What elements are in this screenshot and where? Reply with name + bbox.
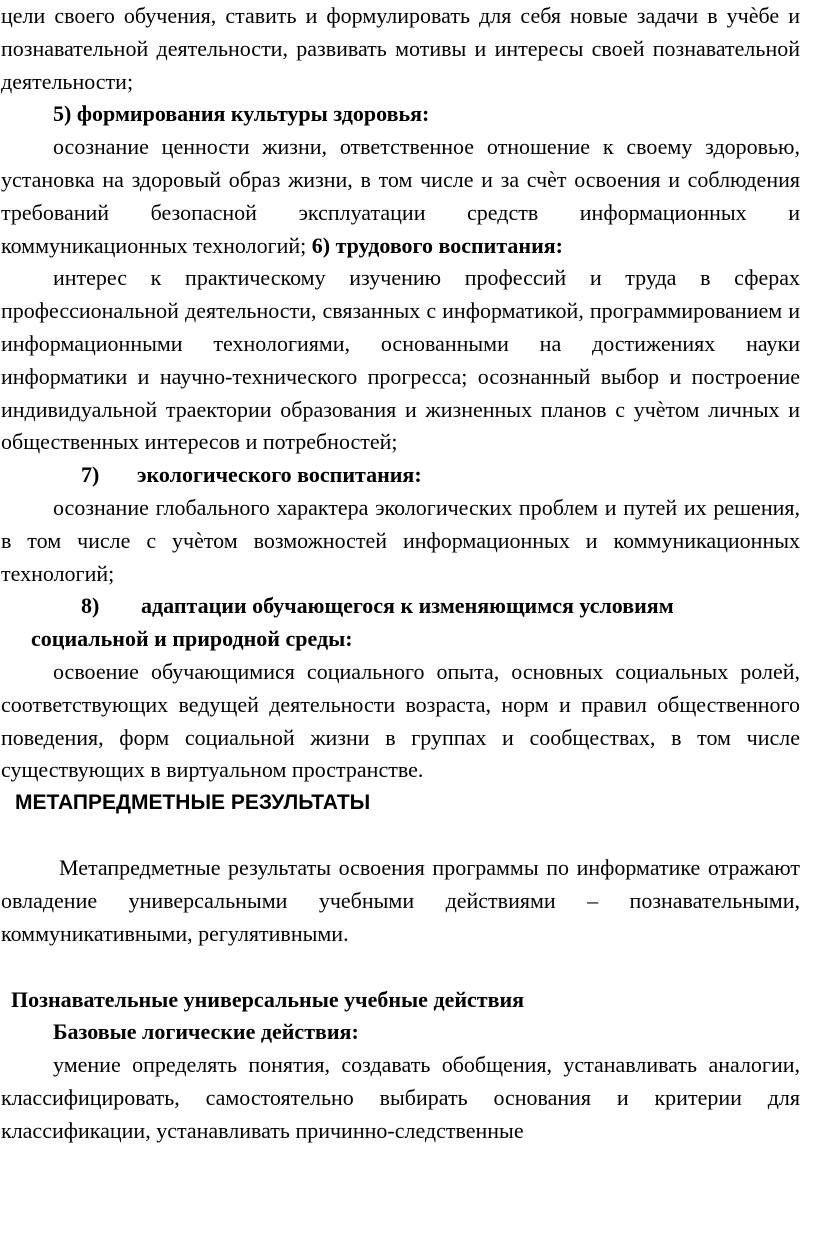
heading-ecology: [1, 459, 800, 492]
paragraph-health-text: осознание ценности жизни, ответственное отношение к своему здоровью, установка на здоровый образ жизни, в том числе и за счѐт освоения и соблюдения требований безопасной эксплуатации средств информационных и коммуникационных технологий;: [1, 134, 800, 258]
heading-labor-education: 6) трудового воспитания:: [311, 232, 563, 258]
heading-cognitive-actions: Познавательные универсальные учебные действия: [11, 986, 525, 1012]
heading-adaptation: [1, 590, 800, 623]
paragraph-labor: интерес к практическому изучению профессий и труда в сферах профессиональной деятельности, связанных с информатикой, программированием и информационными технологиями, основанными на достижениях науки информатики и научно-технического прогресса; осознанный выбор и построение индивидуальной траектории образования и жизненных планов с учѐтом личных и общественных интересов и потребностей;: [1, 265, 800, 455]
paragraph-health: [1, 131, 800, 262]
paragraph-logical-actions: умение определять понятия, создавать обобщения, устанавливать аналогии, классифицировать, самостоятельно выбирать основания и критерии для классификации, устанавливать причинно-следственные: [1, 1052, 800, 1143]
heading-basic-logical-actions: Базовые логические действия:: [53, 1019, 359, 1045]
paragraph-adaptation: освоение обучающимися социального опыта, основных социальных ролей, соответствующих ведущей деятельности возраста, норм и правил общественного поведения, форм социальной жизни в группах и сообществах, в том числе существующих в виртуальном пространстве.: [1, 658, 800, 783]
heading-ecology-number: 7): [81, 462, 100, 488]
heading-ecology-text: экологического воспитания:: [137, 462, 422, 488]
paragraph-metasubject: Метапредметные результаты освоения программы по информатике отражают овладение универсальными учебными действиями – познавательными, коммуникативными, регулятивными.: [1, 855, 800, 946]
heading-adaptation-text: адаптации обучающегося к изменяющимся условиям: [141, 593, 674, 619]
spacer: [1, 951, 800, 984]
heading-adaptation-continued: социальной и природной среды:: [31, 626, 353, 652]
heading-health-culture: 5) формирования культуры здоровья:: [53, 101, 430, 127]
section-title-metasubject: МЕТАПРЕДМЕТНЫЕ РЕЗУЛЬТАТЫ: [15, 791, 371, 815]
spacer: [1, 819, 800, 852]
paragraph-ecology: осознание глобального характера экологических проблем и путей их решения, в том числе с учѐтом возможностей информационных и коммуникационных технологий;: [1, 494, 800, 586]
heading-adaptation-number: 8): [81, 593, 100, 619]
paragraph-goals: цели своего обучения, ставить и формулировать для себя новые задачи в учѐбе и познавательной деятельности, развивать мотивы и интересы своей познавательной деятельности;: [1, 3, 800, 94]
